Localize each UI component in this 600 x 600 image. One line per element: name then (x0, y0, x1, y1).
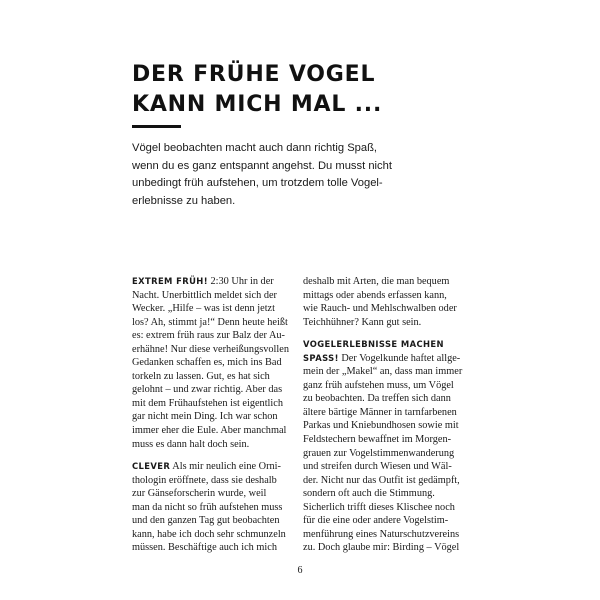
body-line: menführung eines Naturschutzvereins (303, 528, 460, 540)
body-line: gar nicht mein Ding. Ich war schon (132, 411, 278, 423)
text-column-left (132, 275, 292, 555)
body-line: und den ganzen Tag gut beobachten (132, 515, 280, 527)
intro-line: unbedingt früh aufstehen, um trotzdem tolle Vogel- (132, 177, 383, 189)
body-line: Nacht. Unerbittlich meldet sich der (132, 289, 277, 301)
page-number: 6 (297, 565, 303, 576)
body-line: CLEVER Als mir neulich eine Orni- (132, 461, 281, 473)
body-line: der. Nicht nur das Outfit ist gedämpft, (303, 474, 460, 486)
chapter-title-line-2: KANN MICH MAL ... (132, 92, 383, 117)
body-line: es: extrem früh raus zur Balz der Au- (132, 330, 285, 342)
body-line: grauen zur Vogelstimmenwanderung (303, 447, 455, 459)
section-heading-spass: SPASS! (303, 352, 339, 363)
intro-line: Vögel beobachten macht auch dann richtig Spaß, (132, 142, 378, 154)
body-line: Parkas und Kniebundhosen sowie mit (303, 420, 459, 432)
intro-line: erlebnisse zu haben. (132, 194, 236, 207)
body-line: immer eher die Eule. Aber manchmal (132, 425, 287, 437)
body-line: Feldstechern bewaffnet im Morgen- (303, 434, 452, 446)
paragraph-gap (303, 329, 471, 338)
body-line: mit dem Frühaufstehen ist eigentlich (132, 397, 283, 409)
body-line: zu beobachten. Da treffen sich dann (303, 393, 451, 405)
body-line: ältere bärtige Männer in tarnfarbenen (303, 406, 457, 418)
body-line: Wecker. „Hilfe – was ist denn jetzt (132, 303, 275, 315)
body-line: erhähne! Nur diese verheißungsvollen (132, 343, 289, 355)
section-heading-clever: CLEVER (132, 461, 171, 472)
body-line: muss es dann halt doch sein. (132, 438, 250, 450)
body-line: ganz früh aufstehen muss, um Vögel (303, 379, 454, 391)
body-line: SPASS! Der Vogelkunde haftet allge- (303, 352, 461, 364)
body-line: zu. Doch glaube mir: Birding – Vögel (303, 542, 460, 554)
title-underline (132, 125, 181, 128)
body-line: und streifen durch Wiesen und Wäl- (303, 461, 452, 473)
body-line: kann, habe ich doch sehr schmunzeln (132, 528, 286, 540)
chapter-title-line-1: DER FRÜHE VOGEL (132, 62, 376, 87)
body-line: wie Rauch- und Mehlschwalben oder (303, 303, 457, 315)
intro-paragraph (132, 140, 492, 210)
body-line (303, 338, 471, 352)
body-line: zur Gänseforscherin wurde, weil (132, 488, 267, 500)
body-line: gelohnt – und zwar richtig. Aber das (132, 384, 283, 396)
section-heading-vogelerlebnisse: VOGELERLEBNISSE MACHEN (303, 339, 444, 350)
body-line: thologin eröffnete, dass sie deshalb (132, 474, 277, 486)
body-line: müssen. Beschäftige auch ich mich (132, 542, 277, 554)
section-heading-extrem-frueh: EXTREM FRÜH! (132, 276, 208, 286)
body-line: Teichhühner? Kann gut sein. (303, 316, 422, 328)
paragraph-gap (132, 451, 292, 460)
intro-line: wenn du es ganz entspannt angehst. Du musst nicht (132, 159, 392, 172)
body-line: sondern oft auch die Stimmung. (303, 488, 435, 500)
body-line: deshalb mit Arten, die man bequem (303, 276, 450, 287)
chapter-title (132, 60, 382, 120)
body-line: Gedanken schaffen es, mich ins Bad (132, 357, 282, 369)
body-line: EXTREM FRÜH! 2:30 Uhr in der (132, 276, 274, 287)
body-line: man da nicht so früh aufstehen muss (132, 501, 283, 513)
body-line: mittags oder abends erfassen kann, (303, 289, 447, 301)
text-column-right (303, 275, 471, 555)
body-line: torkeln zu lassen. Gut, es hat sich (132, 370, 270, 382)
body-line: mein der „Makel“ an, dass man immer (303, 366, 463, 378)
body-line: Sicherlich trifft dieses Klischee noch (303, 501, 455, 513)
body-line: für die eine oder andere Vogelstim- (303, 515, 449, 527)
body-line: los? Ah, stimmt ja!“ Denn heute heißt (132, 316, 288, 328)
